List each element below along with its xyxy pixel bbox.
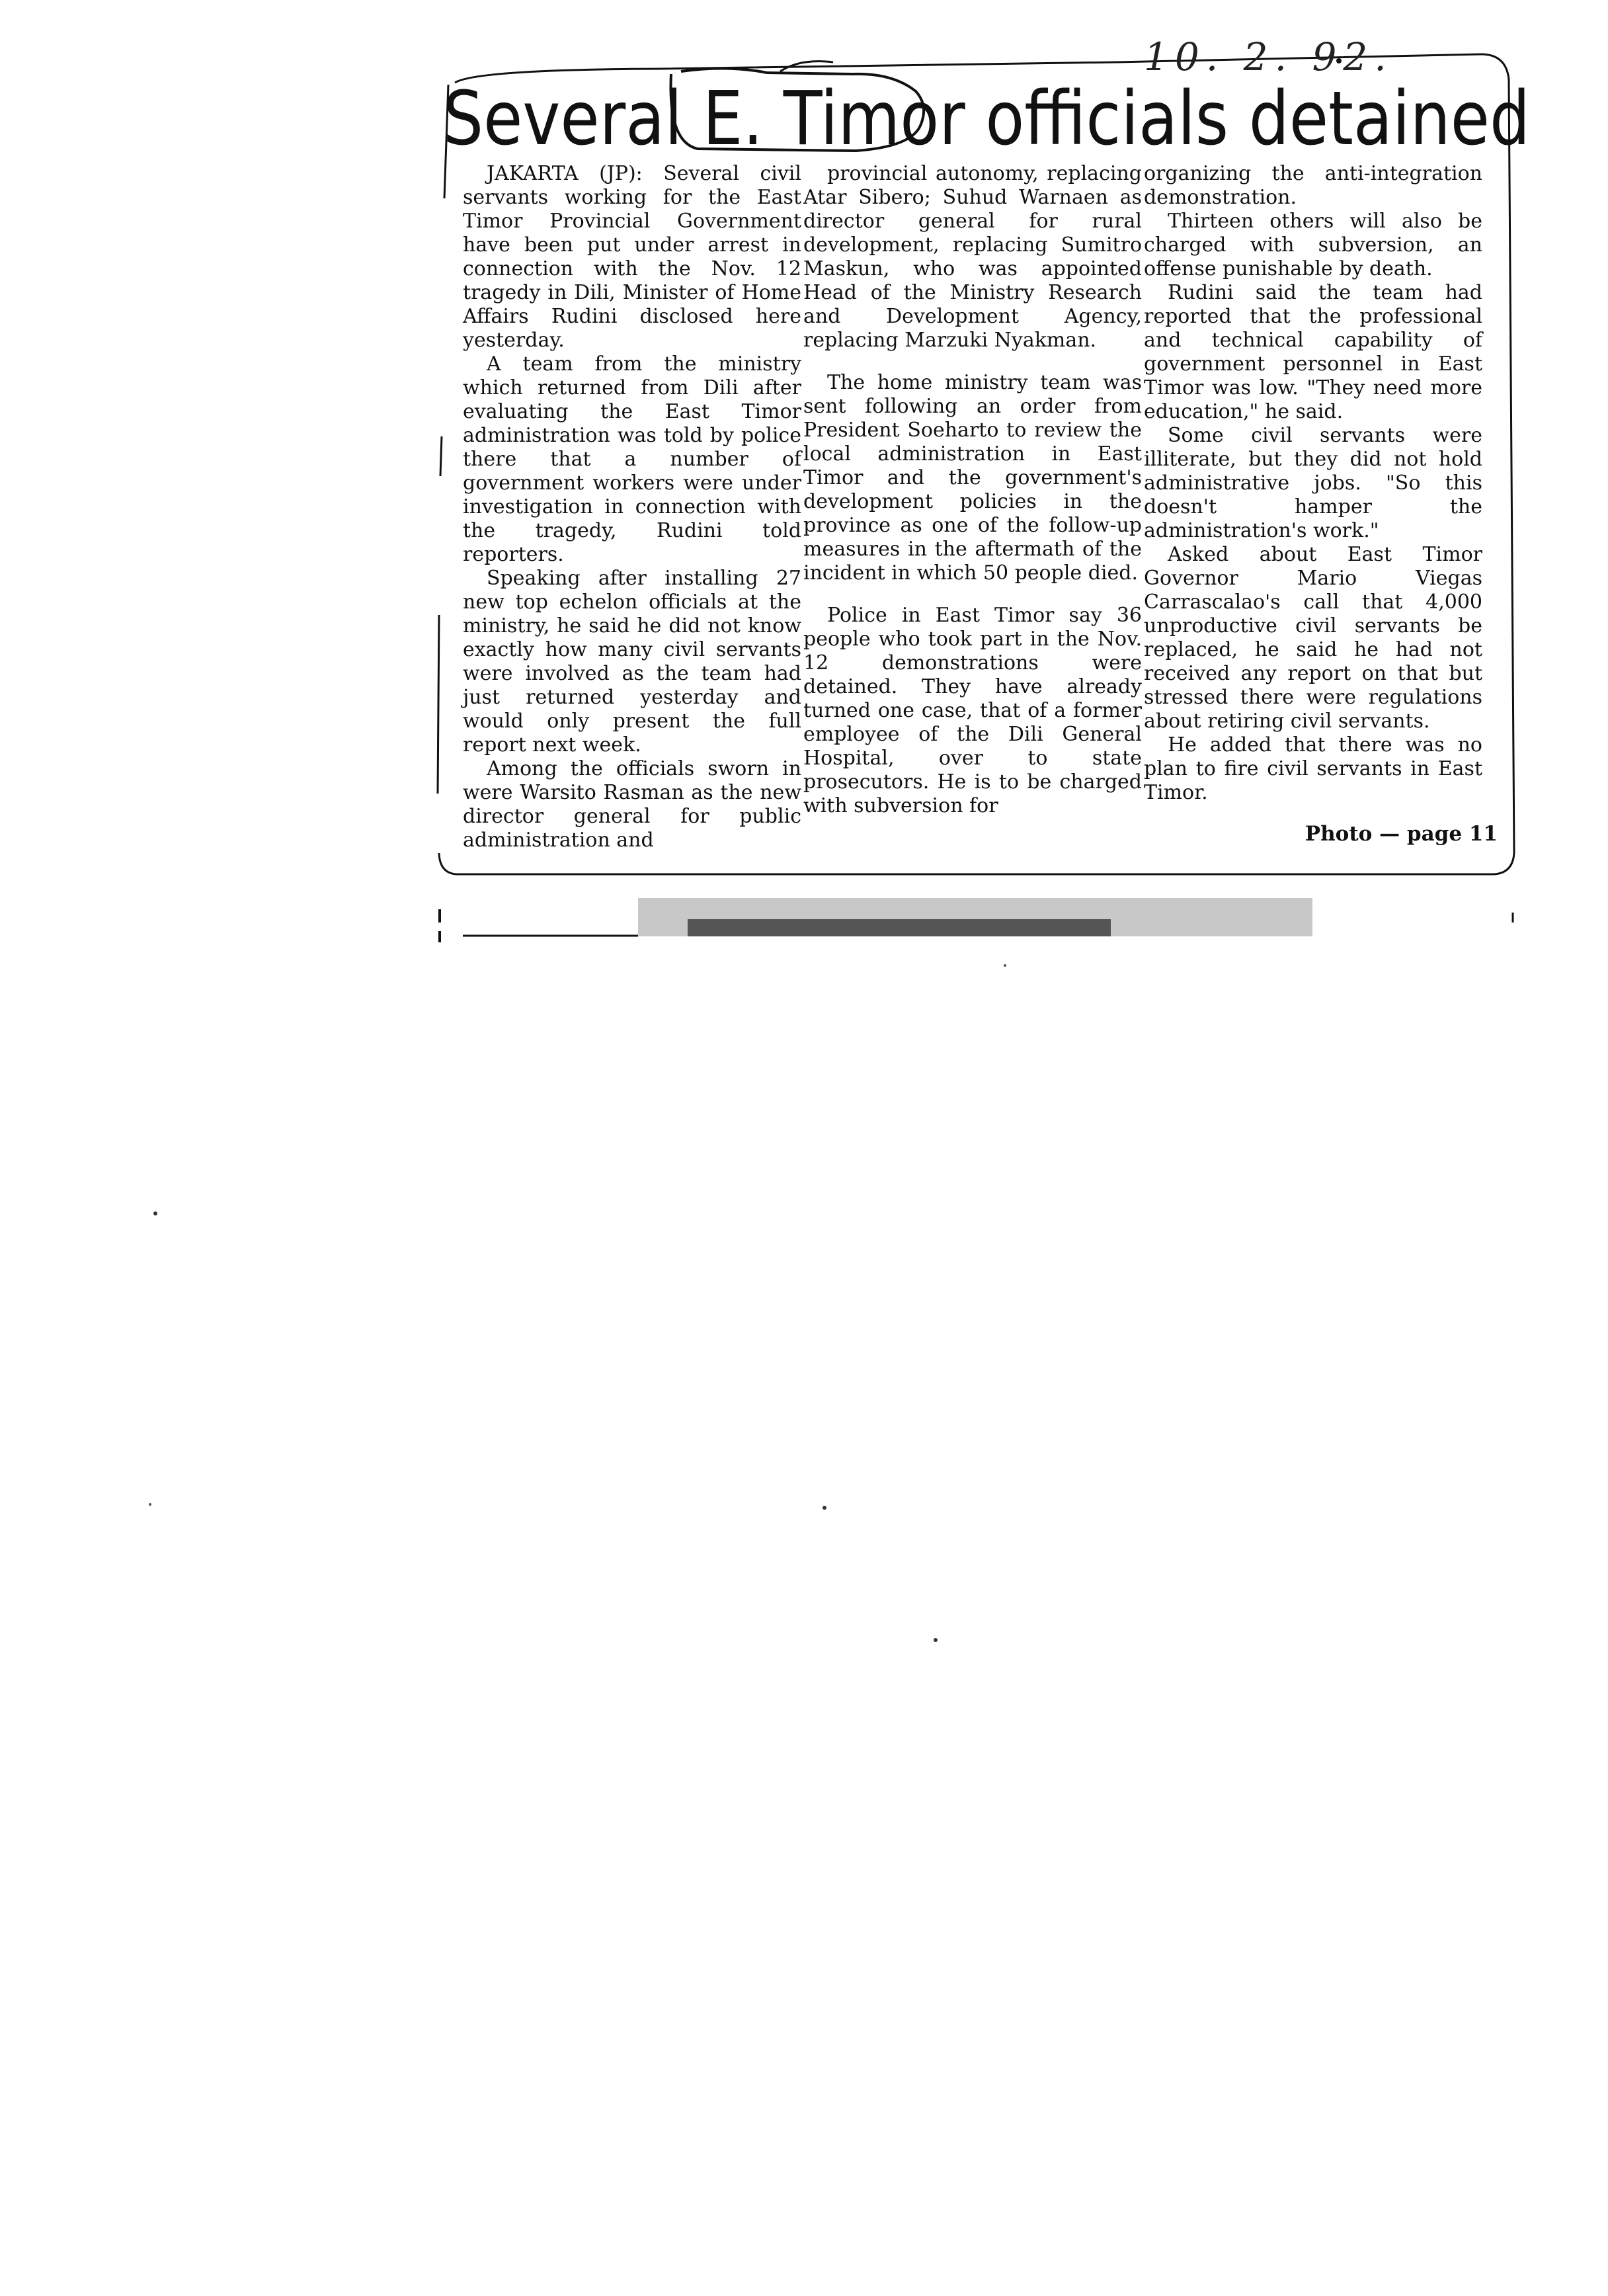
paragraph: Thirteen others will also be charged with subversion, an offense punishable by death. [1144, 210, 1482, 280]
photo-page-reference: Photo — page 11 [1305, 822, 1498, 846]
speck [149, 1503, 151, 1506]
next-headline-fragment-dark [688, 919, 1111, 936]
paragraph: Among the officials sworn in were Warsito Rasman as the new director general for public administration and [463, 757, 801, 852]
paragraph: A team from the ministry which returned from Dili after evaluating the East Timor administration was told by police there that a number of government workers were under investigation in connection with the tragedy, Rudini told reporters. [463, 352, 801, 566]
paragraph: Some civil servants were illiterate, but they did not hold administrative jobs. "So this doesn't hamper the administration's work." [1144, 424, 1482, 542]
paragraph: Asked about East Timor Governor Mario Viegas Carrascalao's call that 4,000 unproductive civil servants be replaced, he said he had not received any report on that but stressed there were regulations about retiring civil servants. [1144, 543, 1482, 733]
paragraph: organizing the anti-integration demonstration. [1144, 162, 1482, 209]
speck [823, 1506, 826, 1510]
paragraph: Rudini said the team had reported that the professional and technical capability of government personnel in East Timor was low. "They need more education," he said. [1144, 281, 1482, 423]
paragraph: Police in East Timor say 36 people who took part in the Nov. 12 demonstrations were detained. They have already turned one case, that of a former employee of the Dili General Hospital, over to state prosecutors. He is to be charged with subversion for [803, 604, 1142, 817]
paragraph: Speaking after installing 27 new top echelon officials at the ministry, he said he did not know exactly how many civil servants were involved as the team had just returned yesterday and would only present the full report next week. [463, 567, 801, 757]
paragraph: The home ministry team was sent following an order from President Soeharto to review the local administration in East Timor and the government's development policies in the province as one of the follow-up measures in the aftermath of the incident in which 50 people died. [803, 371, 1142, 585]
article-headline: Several E. Timor officials detained [443, 76, 1531, 162]
handwritten-date: 10. 2. 92. [1144, 34, 1393, 79]
article-column-1 [463, 162, 801, 852]
paragraph: provincial autonomy, replacing Atar Sibero; Suhud Warnaen as director general for rural development, replacing Sumitro Maskun, who was appointed Head of the Ministry Research and Development Agency, replacing Marzuki Nyakman. [803, 162, 1142, 352]
paragraph: He added that there was no plan to fire civil servants in East Timor. [1144, 733, 1482, 804]
article-column-2 [803, 162, 1142, 818]
paragraph: JAKARTA (JP): Several civil servants working for the East Timor Provincial Government have been put under arrest in connection with the Nov. 12 tragedy in Dili, Minister of Home Affairs Rudini disclosed here yesterday. [463, 162, 801, 352]
speck [934, 1638, 938, 1642]
speck [153, 1211, 157, 1215]
speck [1004, 964, 1006, 967]
article-column-3 [1144, 162, 1482, 805]
newspaper-clipping [443, 76, 1531, 873]
